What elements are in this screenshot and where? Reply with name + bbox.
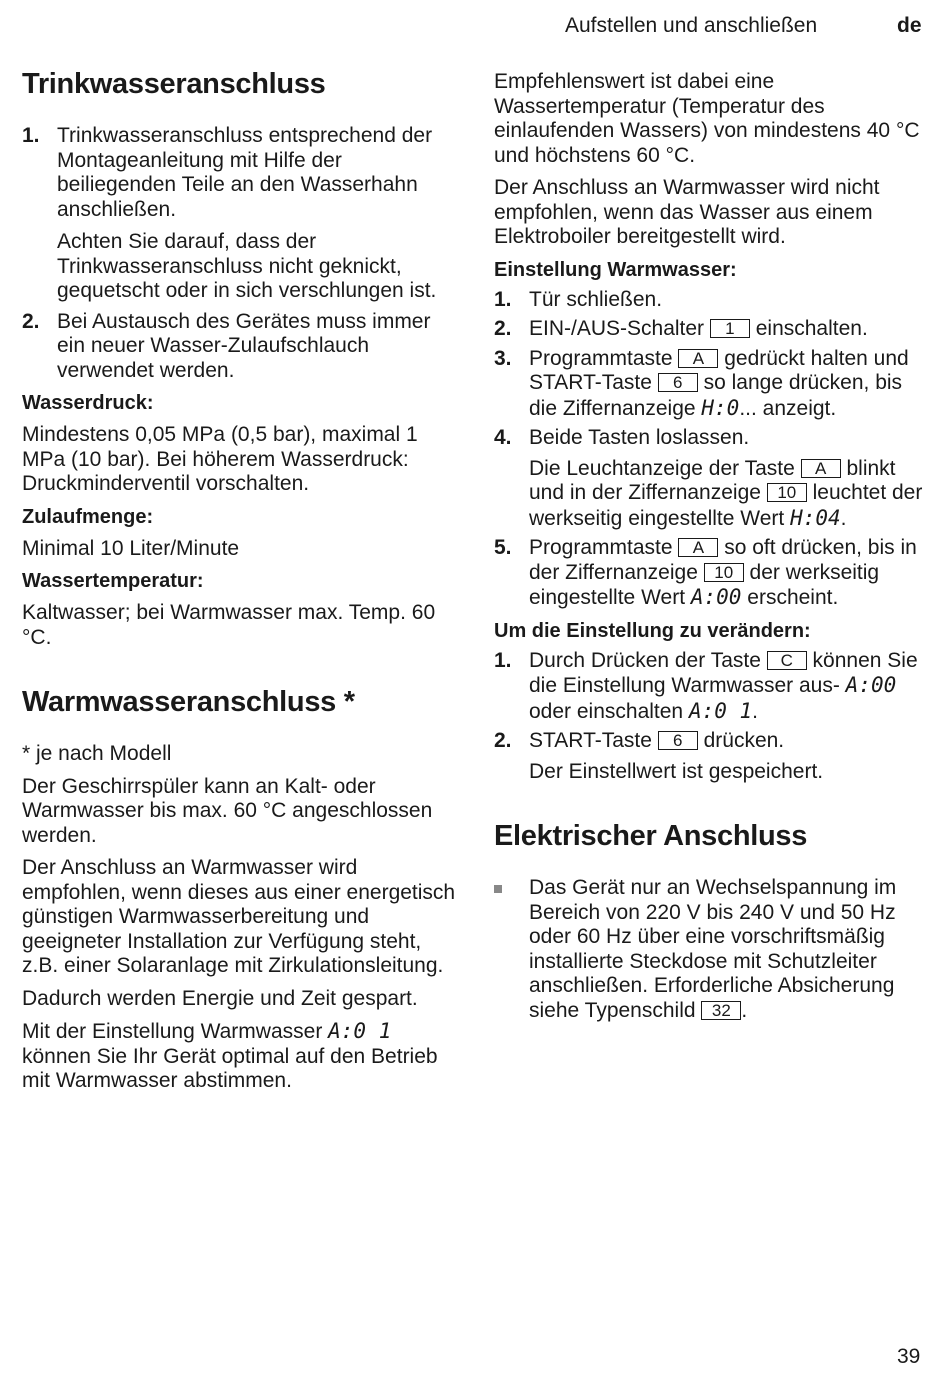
heading-elektrischer-anschluss: Elektrischer Anschluss — [494, 820, 808, 852]
subheading-zulaufmenge: Zulaufmenge: — [22, 505, 154, 528]
key-c: C — [767, 651, 807, 670]
change-step-1 — [494, 649, 924, 725]
subheading-wassertemperatur: Wassertemperatur: — [22, 570, 204, 592]
step-number: 1. — [494, 287, 512, 311]
einst-step-2 — [494, 317, 924, 342]
text-span: . — [741, 998, 748, 1022]
display-value-a01: A:0 1 — [328, 1019, 392, 1043]
display-value-a00: A:00 — [845, 673, 897, 697]
step-text: Bei Austausch des Gerätes muss immer ein neuer Wasser-Zulaufschlauch verwendet werden. — [57, 309, 431, 382]
trink-step-2 — [22, 310, 462, 384]
text-span: . — [752, 699, 759, 723]
text-span: EIN-/AUS-Schalter — [529, 317, 710, 340]
einst-step-3 — [494, 347, 924, 422]
language-code: de — [897, 14, 922, 37]
text-span: so oft drücken, bis in der Ziffernanzeige — [529, 536, 917, 584]
text-span: einschalten. — [749, 317, 868, 340]
step-number: 4. — [494, 426, 512, 449]
key-10: 10 — [767, 483, 807, 502]
left-column — [22, 66, 462, 1094]
text-span: der werkseitig eingestellte Wert — [529, 560, 880, 609]
key-32: 32 — [701, 1001, 741, 1020]
change-step-2 — [494, 729, 924, 754]
key-10: 10 — [704, 563, 744, 582]
wassertemperatur-text: Kaltwasser; bei Warmwasser max. Temp. 60 °C. — [22, 601, 436, 649]
zulaufmenge-text: Minimal 10 Liter/Minute — [22, 536, 240, 560]
text-span: Das Gerät nur an Wechselspannung im Bereich von 220 V bis 240 V und 50 Hz oder 60 Hz über eine vorschriftsmäßig installierte Steckdose mit Schutzleiter anschließen. Erforderliche Absicherung siehe Typenschild — [529, 876, 897, 1022]
trink-step-1 — [22, 124, 462, 222]
einst-step-1 — [494, 288, 924, 313]
einst-step-4 — [494, 426, 924, 451]
text-span: Mit der Einstellung Warmwasser — [22, 1020, 329, 1043]
text-span: drücken. — [697, 729, 785, 752]
right-column — [494, 70, 924, 1023]
text-span: . — [840, 506, 847, 530]
text-span: blinkt und in der Ziffernanzeige — [529, 456, 896, 504]
einst-step-5 — [494, 536, 924, 611]
subheading-wasserdruck: Wasserdruck: — [22, 392, 154, 414]
key-a: A — [678, 538, 718, 557]
text-span: leuchtet der werkseitig eingestellte Wert — [529, 481, 923, 530]
key-a: A — [801, 459, 841, 478]
text-span: können Sie Ihr Gerät optimal auf den Betrieb mit Warmwasser abstimmen. — [22, 1044, 438, 1092]
step-text: Trinkwasseranschluss entsprechend der Montageanleitung mit Hilfe der beiliegenden Teile an den Wasserhahn anschließen. — [57, 124, 433, 221]
key-6: 6 — [658, 731, 698, 750]
text-span: ... anzeigt. — [739, 396, 837, 420]
step-number: 2. — [22, 309, 40, 333]
subheading-einstellung-veraendern: Um die Einstellung zu verändern: — [494, 619, 811, 642]
text-span: erscheint. — [741, 586, 839, 609]
display-value-h04: H:04 — [790, 505, 841, 530]
heading-warmwasseranschluss: Warmwasseranschluss * — [22, 686, 355, 718]
text-span: gedrückt halten und START-Taste — [529, 346, 909, 394]
step-number: 1. — [22, 124, 40, 147]
key-6: 6 — [658, 373, 698, 392]
key-1: 1 — [710, 319, 750, 338]
text-span: Durch Drücken der Taste — [529, 648, 767, 672]
display-value-a00: A:00 — [690, 585, 742, 609]
subheading-einstellung-warmwasser: Einstellung Warmwasser: — [494, 258, 737, 281]
footnote-model: * je nach Modell — [22, 742, 172, 765]
right-paragraph-2: Der Anschluss an Warmwasser wird nicht empfohlen, wenn das Wasser aus einem Elektroboiler bereitgestellt wird. — [494, 176, 880, 248]
warm-paragraph-2: Der Anschluss an Warmwasser wird empfohlen, wenn dieses aus einer energetisch günstigen Warmwasserbereitung und geeigneter Installation zur Verfügung steht, z.B. einer Solaranlage mit Zirkulationsleitung. — [22, 856, 456, 977]
text-span: so lange drücken, bis die Ziffernanzeige — [529, 371, 903, 420]
key-a: A — [678, 349, 718, 368]
right-paragraph-1: Empfehlenswert ist dabei eine Wassertemperatur (Temperatur des einlaufenden Wassers) von mindestens 40 °C und höchstens 60 °C. — [494, 70, 920, 167]
step-number: 3. — [494, 346, 512, 370]
text-span: können Sie die Einstellung Warmwasser aus- — [529, 648, 918, 697]
einst-step-4-note — [494, 457, 924, 532]
warm-paragraph-4 — [22, 1019, 462, 1094]
step-text: Tür schließen. — [529, 287, 663, 311]
heading-trinkwasseranschluss: Trinkwasseranschluss — [22, 68, 326, 100]
text-span: Die Leuchtanzeige der Taste — [529, 456, 801, 480]
text-span: START-Taste — [529, 729, 658, 752]
display-value-a01: A:0 1 — [688, 698, 753, 723]
text-span: Programmtaste — [529, 346, 679, 370]
step-number: 5. — [494, 536, 512, 559]
elek-bullet-item — [494, 876, 924, 1023]
step-number: 2. — [494, 729, 512, 752]
warm-paragraph-3: Dadurch werden Energie und Zeit gespart. — [22, 986, 418, 1010]
text-span: oder einschalten — [529, 699, 689, 723]
warm-paragraph-1: Der Geschirrspüler kann an Kalt- oder Warmwasser bis max. 60 °C angeschlossen werden. — [22, 774, 433, 847]
trink-step-1-note: Achten Sie darauf, dass der Trinkwasseranschluss nicht geknickt, gequetscht oder in sich verschlungen ist. — [57, 230, 437, 302]
step-number: 1. — [494, 648, 512, 672]
page-number: 39 — [897, 1345, 921, 1368]
step-text: Beide Tasten loslassen. — [529, 426, 750, 449]
text-span: Programmtaste — [529, 536, 679, 559]
wasserdruck-text: Mindestens 0,05 MPa (0,5 bar), maximal 1 MPa (10 bar). Bei höherem Wasserdruck: Druckminderventil vorschalten. — [22, 423, 418, 495]
display-value-h0: H:0 — [701, 395, 740, 420]
change-step-2-note: Der Einstellwert ist gespeichert. — [529, 759, 824, 783]
square-bullet-icon — [494, 885, 502, 893]
running-header-section: Aufstellen und anschließen — [565, 14, 818, 37]
step-number: 2. — [494, 317, 512, 340]
